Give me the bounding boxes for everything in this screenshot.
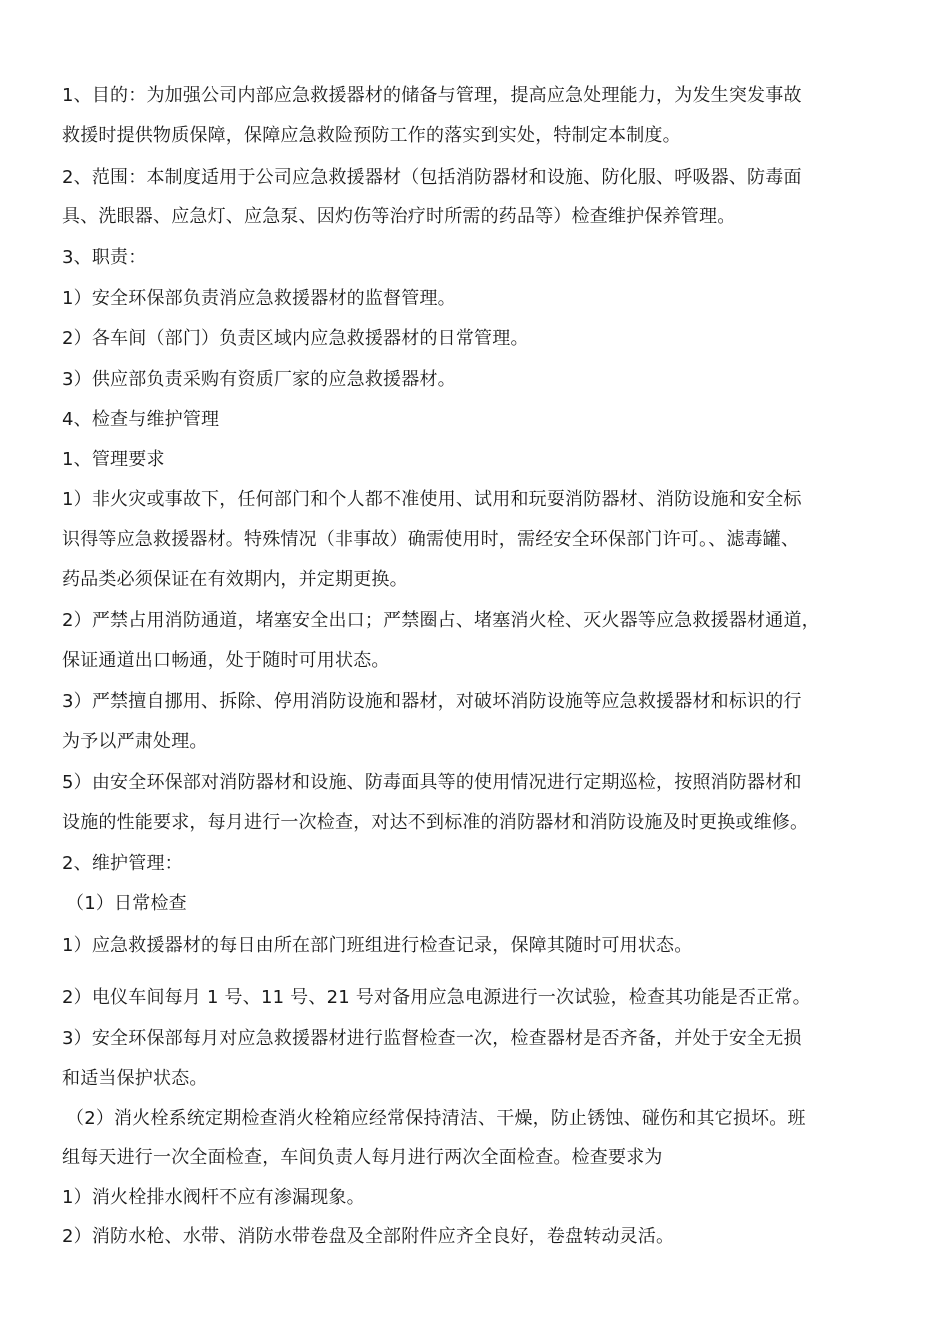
paragraph-line: 为予以严肃处理。 xyxy=(62,731,208,752)
paragraph-line: 救援时提供物质保障，保障应急救险预防工作的落实到实处，特制定本制度。 xyxy=(62,125,681,146)
list-item: 3）供应部负责采购有资质厂家的应急救援器材。 xyxy=(62,369,456,390)
paragraph-line: 1、目的：为加强公司内部应急救援器材的储备与管理，提高应急处理能力，为发生突发事故 xyxy=(62,85,802,106)
paragraph-line: 药品类必须保证在有效期内，并定期更换。 xyxy=(62,569,408,590)
list-item: 2）消防水枪、水带、消防水带卷盘及全部附件应齐全良好，卷盘转动灵活。 xyxy=(62,1226,675,1247)
paragraph-line: 识得等应急救援器材。特殊情况（非事故）确需使用时，需经安全环保部门许可。、滤毒罐、 xyxy=(62,529,800,550)
paragraph-line: 2、范围：本制度适用于公司应急救援器材（包括消防器材和设施、防化服、呼吸器、防毒面 xyxy=(62,167,802,188)
list-item: 2）各车间（部门）负责区域内应急救援器材的日常管理。 xyxy=(62,328,529,349)
paragraph-line: 设施的性能要求，每月进行一次检查，对达不到标准的消防器材和消防设施及时更换或维修。 xyxy=(62,812,809,833)
subsection-heading: （1）日常检查 xyxy=(66,893,187,914)
list-item: 5）由安全环保部对消防器材和设施、防毒面具等的使用情况进行定期巡检，按照消防器材和 xyxy=(62,772,802,793)
list-item: 2）电仪车间每月 1 号、11 号、21 号对备用应急电源进行一次试验，检查其功能是否正常。 xyxy=(62,987,811,1008)
list-item: 3）安全环保部每月对应急救援器材进行监督检查一次，检查器材是否齐备，并处于安全无损 xyxy=(62,1028,802,1049)
list-item: 1）消火栓排水阀杆不应有渗漏现象。 xyxy=(62,1187,365,1208)
section-heading: 2、维护管理： xyxy=(62,853,183,874)
section-heading: 4、检查与维护管理 xyxy=(62,409,220,430)
list-item: 3）严禁擅自挪用、拆除、停用消防设施和器材，对破坏消防设施等应急救援器材和标识的行 xyxy=(62,691,802,712)
subsection-heading: （2）消火栓系统定期检查消火栓箱应经常保持清洁、干燥，防止锈蚀、碰伤和其它损坏。班 xyxy=(66,1108,806,1129)
paragraph-line: 保证通道出口畅通，处于随时可用状态。 xyxy=(62,650,390,671)
paragraph-line: 和适当保护状态。 xyxy=(62,1068,208,1089)
section-heading: 3、职责： xyxy=(62,247,147,268)
list-item: 1）应急救援器材的每日由所在部门班组进行检查记录，保障其随时可用状态。 xyxy=(62,935,693,956)
list-item: 1）安全环保部负责消应急救援器材的监督管理。 xyxy=(62,288,456,309)
section-heading: 1、管理要求 xyxy=(62,449,165,470)
paragraph-line: 具、洗眼器、应急灯、应急泵、因灼伤等治疗时所需的药品等）检查维护保养管理。 xyxy=(62,206,736,227)
list-item: 2）严禁占用消防通道，堵塞安全出口；严禁圈占、堵塞消火栓、灭火器等应急救援器材通道， xyxy=(62,610,820,631)
paragraph-line: 组每天进行一次全面检查，车间负责人每月进行两次全面检查。检查要求为 xyxy=(62,1147,663,1168)
list-item: 1）非火灾或事故下，任何部门和个人都不准使用、试用和玩耍消防器材、消防设施和安全标 xyxy=(62,489,802,510)
